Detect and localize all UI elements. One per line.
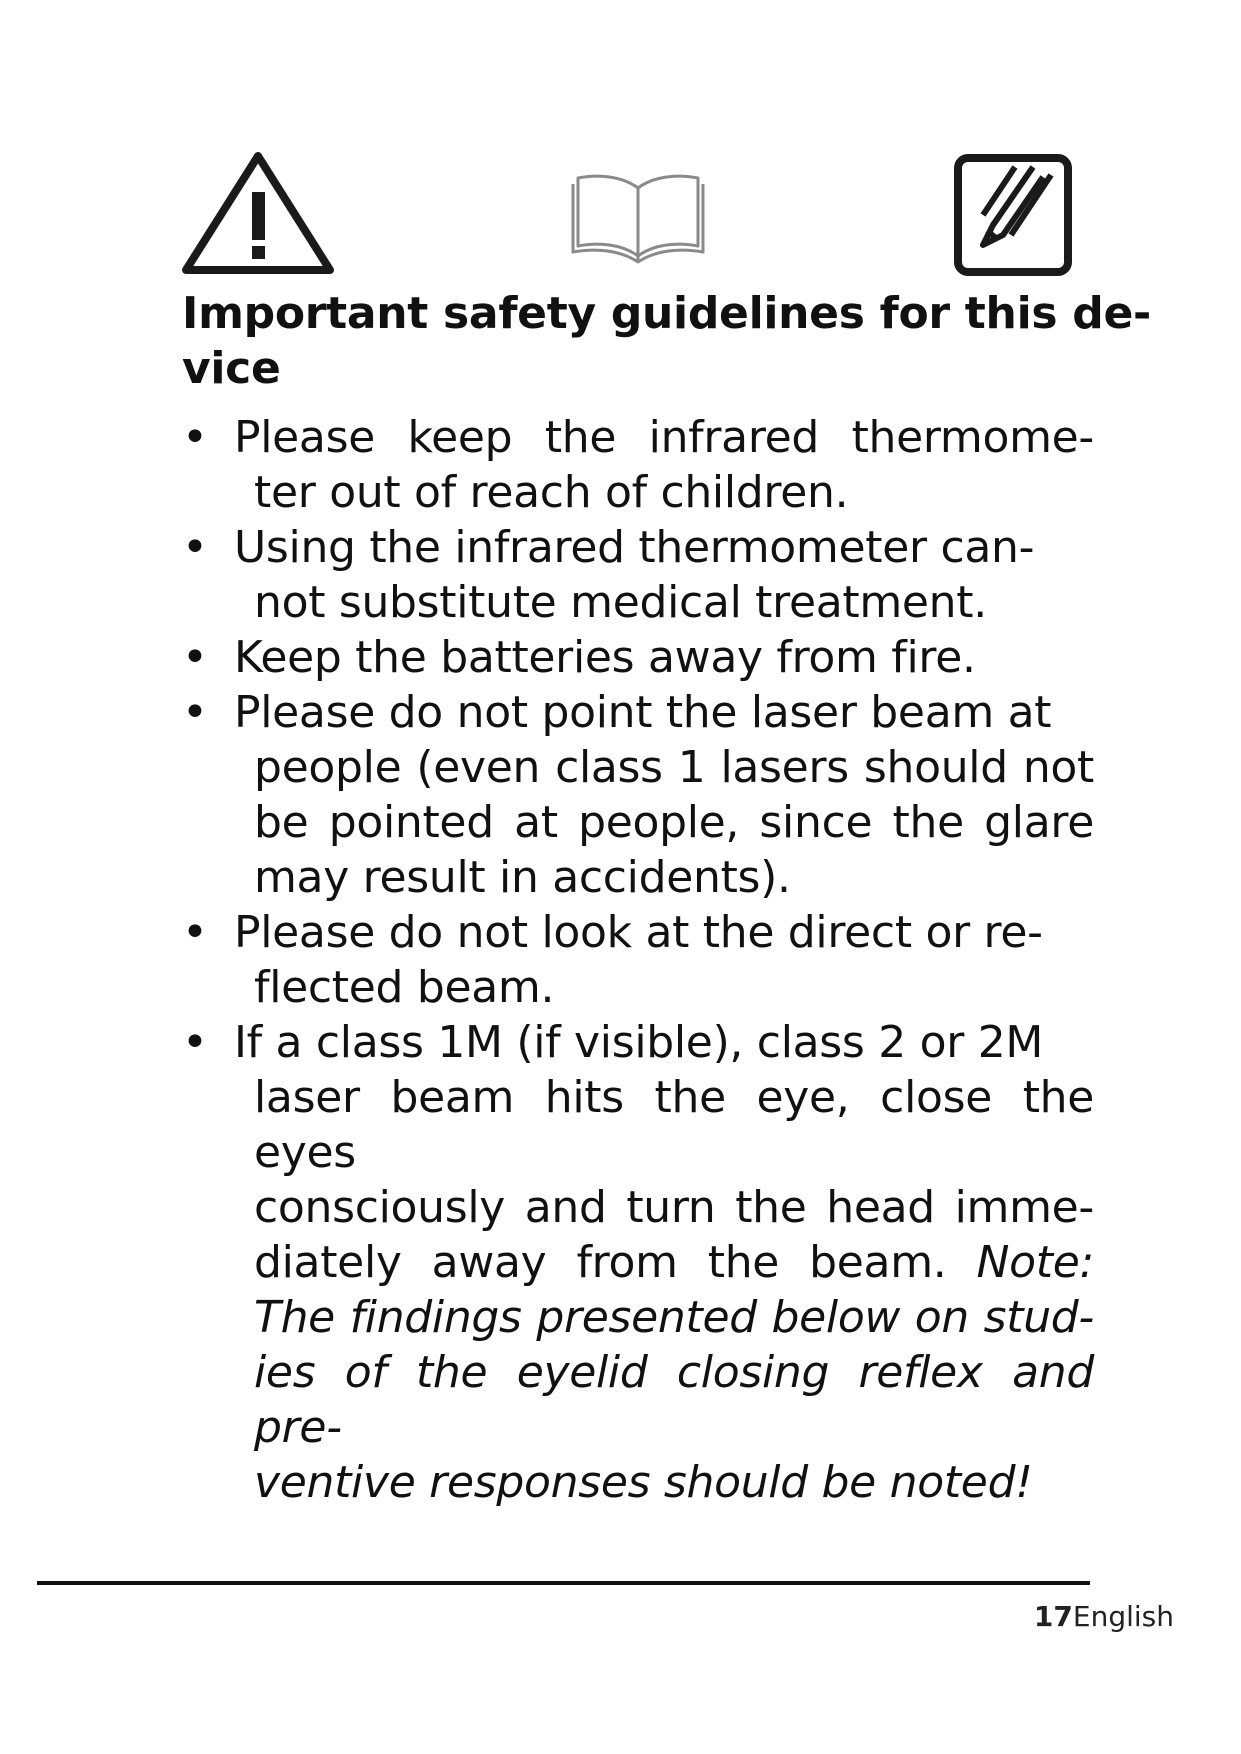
list-item-line: If a class 1M (if visible), class 2 or 2M: [234, 1017, 1044, 1068]
page-number: 17: [1033, 1600, 1073, 1633]
list-item-line: flected beam.: [254, 962, 555, 1013]
list-item-line: not substitute medical treatment.: [254, 577, 987, 628]
title-line: vice: [182, 343, 281, 394]
list-item-line: [234, 1235, 1094, 1290]
list-item-line: consciously and turn the head imme-: [254, 1182, 1094, 1233]
bullet-icon: •: [182, 687, 208, 738]
list-item: [182, 905, 1102, 1015]
list-item: [182, 630, 1102, 685]
bullet-icon: •: [182, 1017, 208, 1068]
bullet-icon: •: [182, 907, 208, 958]
pencil-note-icon: [953, 153, 1073, 277]
page-title: [182, 286, 1151, 396]
list-item-line: people (even class 1 lasers should not: [254, 742, 1094, 793]
list-item-line: Please do not look at the direct or re-: [234, 907, 1043, 958]
note-lead: Note:: [976, 1237, 1095, 1288]
open-book-icon: [570, 168, 706, 264]
bullet-icon: •: [182, 522, 208, 573]
bullet-icon: •: [182, 632, 208, 683]
note-line: ventive responses should be noted!: [254, 1457, 1033, 1508]
page-footer: [1034, 1600, 1174, 1634]
list-item-line: Keep the batteries away from fire.: [234, 632, 976, 683]
list-item: [182, 520, 1102, 630]
list-item-text: diately away from the beam.: [254, 1237, 947, 1288]
bullet-icon: •: [182, 412, 208, 463]
icon-row: [0, 0, 1241, 300]
list-item-line: Please keep the infrared thermome-: [234, 412, 1094, 463]
title-line: Important safety guidelines for this de-: [182, 288, 1151, 339]
list-item: [182, 685, 1102, 905]
list-item-line: Using the infrared thermometer can-: [234, 522, 1035, 573]
footer-divider: [37, 1581, 1090, 1585]
footer-language: English: [1072, 1600, 1174, 1633]
note-line: ies of the eyelid closing reflex and pre-: [254, 1347, 1094, 1453]
list-item-line: laser beam hits the eye, close the eyes: [254, 1072, 1094, 1178]
note-line: The findings presented below on stud-: [254, 1292, 1094, 1343]
list-item: [182, 410, 1102, 520]
safety-guidelines-list: [182, 410, 1102, 1510]
list-item-line: Please do not point the laser beam at: [234, 687, 1052, 738]
list-item-line: ter out of reach of children.: [254, 467, 849, 518]
warning-triangle-icon: [180, 150, 336, 276]
list-item-line: be pointed at people, since the glare: [254, 797, 1094, 848]
list-item: [182, 1015, 1102, 1510]
list-item-line: may result in accidents).: [254, 852, 791, 903]
